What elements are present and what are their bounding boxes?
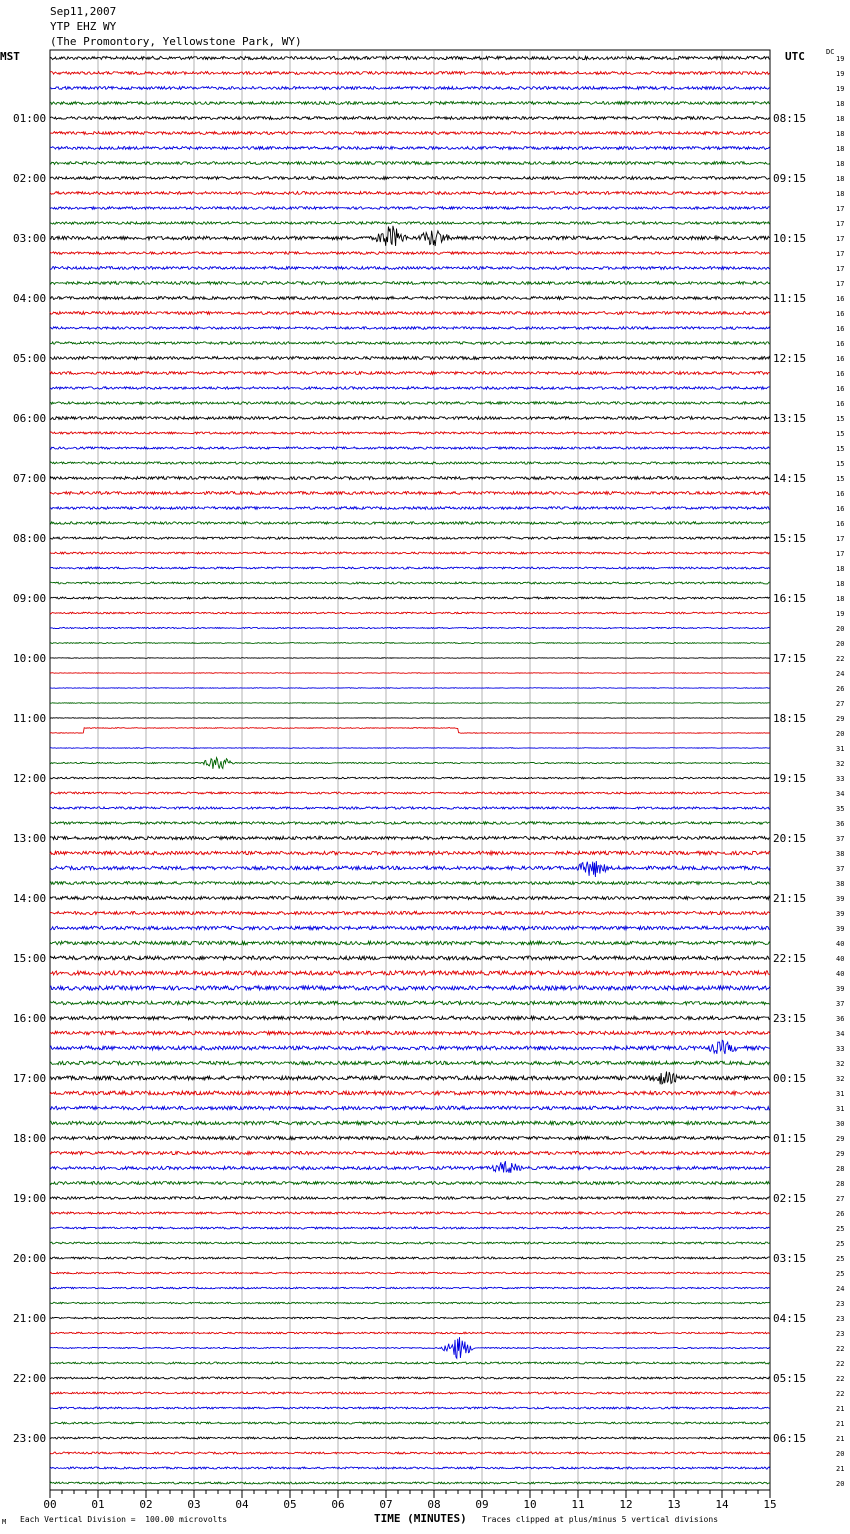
trace-line [50, 1437, 770, 1439]
dc-offset-value: 22 [836, 1390, 845, 1398]
mst-hour-label: 06:00 [13, 412, 47, 425]
dc-offset-value: 30 [836, 1120, 845, 1128]
x-tick-label: 07 [379, 1498, 393, 1511]
dc-offset-value: 16 [836, 295, 845, 303]
trace-line [50, 177, 770, 180]
trace-line [50, 1106, 770, 1110]
trace-line [50, 342, 770, 345]
dc-offset-value: 31 [836, 745, 845, 753]
trace-line [50, 1377, 770, 1379]
mst-hour-label: 07:00 [13, 472, 47, 485]
x-tick-label: 02 [139, 1498, 153, 1511]
trace-line [50, 1016, 770, 1020]
trace-line [50, 1422, 770, 1424]
trace-line [50, 1272, 770, 1274]
dc-offset-value: 39 [836, 985, 845, 993]
dc-offset-value: 33 [836, 1045, 845, 1053]
utc-hour-label: 18:15 [773, 712, 807, 725]
dc-offset-value: 20 [836, 640, 845, 648]
trace-line [50, 297, 770, 300]
utc-hour-label: 20:15 [773, 832, 807, 845]
utc-hour-label: 09:15 [773, 172, 807, 185]
dc-offset-value: 39 [836, 910, 845, 918]
trace-line [50, 1332, 770, 1334]
trace-line [50, 1121, 770, 1125]
trace-line [50, 567, 770, 569]
trace-line [50, 728, 770, 734]
dc-offset-value: 24 [836, 670, 845, 678]
trace-line [50, 327, 770, 330]
trace-line [50, 643, 770, 644]
trace-line [50, 1040, 770, 1054]
x-tick-label: 04 [235, 1498, 249, 1511]
dc-offset-value: 18 [836, 115, 845, 123]
dc-offset-value: 17 [836, 235, 845, 243]
plot-date: Sep11,2007 [50, 5, 117, 18]
dc-offset-value: 27 [836, 1195, 845, 1203]
dc-offset-value: 15 [836, 460, 845, 468]
trace-line [50, 956, 770, 960]
x-tick-label: 00 [43, 1498, 57, 1511]
utc-hour-label: 04:15 [773, 1312, 807, 1325]
dc-offset-value: 16 [836, 310, 845, 318]
utc-hour-label: 08:15 [773, 112, 807, 125]
trace-line [50, 402, 770, 405]
dc-offset-value: 31 [836, 1090, 845, 1098]
dc-offset-value: 36 [836, 820, 845, 828]
dc-offset-value: 23 [836, 1300, 845, 1308]
dc-offset-value: 18 [836, 565, 845, 573]
utc-hour-label: 11:15 [773, 292, 807, 305]
trace-line [50, 1072, 770, 1085]
dc-offset-value: 39 [836, 925, 845, 933]
trace-line [50, 748, 770, 749]
dc-offset-value: 25 [836, 1225, 845, 1233]
trace-line [50, 312, 770, 315]
dc-offset-value: 32 [836, 1060, 845, 1068]
utc-hour-label: 21:15 [773, 892, 807, 905]
trace-line [50, 861, 770, 877]
mst-hour-label: 21:00 [13, 1312, 47, 1325]
dc-offset-value: 38 [836, 880, 845, 888]
mst-hour-label: 15:00 [13, 952, 47, 965]
trace-line [50, 758, 770, 769]
dc-offset-value: 16 [836, 385, 845, 393]
dc-offset-value: 38 [836, 850, 845, 858]
trace-line [50, 1392, 770, 1394]
trace-line [50, 492, 770, 495]
utc-hour-label: 17:15 [773, 652, 807, 665]
trace-line [50, 882, 770, 885]
trace-line [50, 792, 770, 794]
dc-offset-value: 15 [836, 430, 845, 438]
clip-note: Traces clipped at plus/minus 5 vertical divisions [482, 1515, 719, 1524]
dc-offset-value: 17 [836, 550, 845, 558]
mst-hour-label: 16:00 [13, 1012, 47, 1025]
dc-offset-value: 28 [836, 1165, 845, 1173]
trace-line [50, 582, 770, 584]
dc-offset-value: 40 [836, 970, 845, 978]
dc-offset-value: 23 [836, 1315, 845, 1323]
dc-offset-value: 24 [836, 1285, 845, 1293]
x-tick-label: 10 [523, 1498, 537, 1511]
dc-offset-value: 16 [836, 520, 845, 528]
dc-offset-value: 18 [836, 190, 845, 198]
dc-offset-value: 28 [836, 1180, 845, 1188]
mst-hour-label: 11:00 [13, 712, 47, 725]
trace-line [50, 207, 770, 210]
trace-line [50, 658, 770, 659]
trace-line [50, 1467, 770, 1469]
dc-offset-header: DC [826, 48, 835, 56]
dc-offset-value: 22 [836, 1375, 845, 1383]
utc-hour-label: 10:15 [773, 232, 807, 245]
mst-hour-label: 20:00 [13, 1252, 47, 1265]
dc-offset-value: 39 [836, 895, 845, 903]
trace-line [50, 462, 770, 464]
dc-offset-value: 21 [836, 1420, 845, 1428]
trace-line [50, 1091, 770, 1095]
mst-hour-label: 03:00 [13, 232, 47, 245]
mst-hour-label: 02:00 [13, 172, 47, 185]
dc-offset-value: 32 [836, 760, 845, 768]
dc-offset-value: 18 [836, 145, 845, 153]
trace-line [50, 1001, 770, 1005]
trace-line [50, 911, 770, 914]
mst-hour-label: 10:00 [13, 652, 47, 665]
x-tick-label: 08 [427, 1498, 441, 1511]
mst-hour-label: 18:00 [13, 1132, 47, 1145]
trace-line [50, 1182, 770, 1185]
dc-offset-value: 19 [836, 55, 845, 63]
trace-line [50, 807, 770, 809]
utc-hour-label: 23:15 [773, 1012, 807, 1025]
utc-hour-label: 12:15 [773, 352, 807, 365]
dc-offset-value: 16 [836, 325, 845, 333]
dc-offset-value: 19 [836, 70, 845, 78]
station-location: (The Promontory, Yellowstone Park, WY) [50, 35, 302, 48]
trace-line [50, 432, 770, 434]
utc-hour-label: 05:15 [773, 1372, 807, 1385]
trace-line [50, 252, 770, 255]
trace-line [50, 162, 770, 165]
dc-offset-value: 32 [836, 1075, 845, 1083]
dc-offset-value: 20 [836, 730, 845, 738]
dc-offset-value: 15 [836, 445, 845, 453]
trace-line [50, 1362, 770, 1364]
trace-line [50, 896, 770, 899]
trace-line [50, 507, 770, 510]
dc-offset-value: 21 [836, 1435, 845, 1443]
mst-hour-label: 17:00 [13, 1072, 47, 1085]
dc-offset-value: 37 [836, 865, 845, 873]
dc-offset-value: 36 [836, 1015, 845, 1023]
trace-line [50, 597, 770, 599]
mst-hour-label: 04:00 [13, 292, 47, 305]
trace-line [50, 132, 770, 135]
trace-line [50, 1151, 770, 1154]
trace-line [50, 1161, 770, 1173]
corner-mark: M [2, 1518, 7, 1526]
dc-offset-value: 22 [836, 655, 845, 663]
dc-offset-value: 25 [836, 1255, 845, 1263]
dc-offset-value: 20 [836, 1480, 845, 1488]
dc-offset-value: 40 [836, 940, 845, 948]
x-tick-label: 13 [667, 1498, 681, 1511]
dc-offset-value: 18 [836, 595, 845, 603]
trace-line [50, 851, 770, 855]
trace-line [50, 447, 770, 449]
trace-line [50, 56, 770, 59]
trace-line [50, 1407, 770, 1409]
utc-hour-label: 22:15 [773, 952, 807, 965]
x-tick-label: 09 [475, 1498, 489, 1511]
trace-line [50, 941, 770, 945]
trace-line [50, 387, 770, 390]
x-tick-label: 03 [187, 1498, 201, 1511]
dc-offset-value: 29 [836, 1135, 845, 1143]
dc-offset-value: 18 [836, 100, 845, 108]
mst-hour-label: 13:00 [13, 832, 47, 845]
trace-line [50, 688, 770, 689]
dc-offset-value: 16 [836, 505, 845, 513]
dc-offset-value: 16 [836, 400, 845, 408]
dc-offset-value: 17 [836, 535, 845, 543]
utc-hour-label: 16:15 [773, 592, 807, 605]
dc-offset-value: 16 [836, 355, 845, 363]
dc-offset-value: 20 [836, 625, 845, 633]
x-tick-label: 14 [715, 1498, 729, 1511]
dc-offset-value: 27 [836, 700, 845, 708]
mst-hour-label: 22:00 [13, 1372, 47, 1385]
trace-line [50, 612, 770, 614]
trace-line [50, 1302, 770, 1304]
dc-offset-value: 16 [836, 370, 845, 378]
utc-hour-label: 00:15 [773, 1072, 807, 1085]
dc-offset-value: 29 [836, 1150, 845, 1158]
trace-line [50, 673, 770, 674]
trace-line [50, 1212, 770, 1214]
mst-hour-label: 19:00 [13, 1192, 47, 1205]
x-tick-label: 11 [571, 1498, 585, 1511]
trace-line [50, 417, 770, 420]
dc-offset-value: 15 [836, 475, 845, 483]
trace-line [50, 703, 770, 704]
dc-offset-value: 26 [836, 685, 845, 693]
trace-line [50, 477, 770, 480]
dc-offset-value: 17 [836, 250, 845, 258]
dc-offset-value: 25 [836, 1240, 845, 1248]
trace-line [50, 522, 770, 525]
trace-line [50, 87, 770, 90]
dc-offset-value: 17 [836, 220, 845, 228]
trace-line [50, 627, 770, 628]
dc-offset-value: 22 [836, 1360, 845, 1368]
utc-hour-label: 06:15 [773, 1432, 807, 1445]
trace-line [50, 537, 770, 539]
dc-offset-value: 18 [836, 130, 845, 138]
utc-hour-label: 03:15 [773, 1252, 807, 1265]
mst-hour-label: 23:00 [13, 1432, 47, 1445]
dc-offset-value: 25 [836, 1270, 845, 1278]
utc-hour-label: 13:15 [773, 412, 807, 425]
trace-line [50, 1031, 770, 1035]
dc-offset-value: 19 [836, 85, 845, 93]
trace-line [50, 1482, 770, 1484]
dc-offset-value: 37 [836, 835, 845, 843]
station-code: YTP EHZ WY [50, 20, 117, 33]
trace-line [50, 1287, 770, 1289]
dc-offset-value: 26 [836, 1210, 845, 1218]
x-tick-label: 15 [763, 1498, 777, 1511]
trace-line [50, 836, 770, 839]
dc-offset-value: 37 [836, 1000, 845, 1008]
mst-hour-label: 12:00 [13, 772, 47, 785]
x-tick-label: 01 [91, 1498, 105, 1511]
dc-offset-value: 22 [836, 1345, 845, 1353]
dc-offset-value: 23 [836, 1330, 845, 1338]
mst-hour-label: 05:00 [13, 352, 47, 365]
dc-offset-value: 29 [836, 715, 845, 723]
trace-line [50, 1337, 770, 1358]
dc-offset-value: 19 [836, 610, 845, 618]
dc-offset-value: 31 [836, 1105, 845, 1113]
trace-line [50, 1227, 770, 1229]
trace-line [50, 282, 770, 285]
dc-offset-value: 35 [836, 805, 845, 813]
trace-line [50, 372, 770, 375]
trace-line [50, 1197, 770, 1200]
trace-line [50, 226, 770, 246]
trace-line [50, 971, 770, 975]
mst-hour-label: 01:00 [13, 112, 47, 125]
dc-offset-value: 16 [836, 340, 845, 348]
left-timezone-label: MST [0, 50, 20, 63]
mst-hour-label: 08:00 [13, 532, 47, 545]
dc-offset-value: 21 [836, 1405, 845, 1413]
x-tick-label: 05 [283, 1498, 297, 1511]
utc-hour-label: 15:15 [773, 532, 807, 545]
trace-line [50, 357, 770, 360]
trace-line [50, 552, 770, 554]
dc-offset-value: 20 [836, 1450, 845, 1458]
x-axis-label: TIME (MINUTES) [374, 1512, 467, 1525]
trace-line [50, 222, 770, 225]
dc-offset-value: 18 [836, 580, 845, 588]
dc-offset-value: 18 [836, 175, 845, 183]
trace-line [50, 926, 770, 930]
trace-line [50, 267, 770, 270]
dc-offset-value: 34 [836, 790, 845, 798]
utc-hour-label: 02:15 [773, 1192, 807, 1205]
dc-offset-value: 15 [836, 415, 845, 423]
right-timezone-label: UTC [785, 50, 805, 63]
trace-line [50, 1317, 770, 1319]
mst-hour-label: 09:00 [13, 592, 47, 605]
trace-line [50, 102, 770, 105]
trace-line [50, 147, 770, 150]
trace-line [50, 192, 770, 195]
dc-offset-value: 18 [836, 160, 845, 168]
trace-line [50, 72, 770, 75]
scale-note: Each Vertical Division = 100.00 microvolts [20, 1515, 228, 1524]
trace-line [50, 1452, 770, 1454]
dc-offset-value: 16 [836, 490, 845, 498]
x-tick-label: 06 [331, 1498, 345, 1511]
trace-line [50, 1136, 770, 1139]
dc-offset-value: 21 [836, 1465, 845, 1473]
trace-line [50, 1257, 770, 1259]
dc-offset-value: 17 [836, 265, 845, 273]
dc-offset-value: 40 [836, 955, 845, 963]
trace-line [50, 986, 770, 990]
trace-line [50, 822, 770, 825]
trace-line [50, 777, 770, 779]
dc-offset-value: 17 [836, 280, 845, 288]
trace-line [50, 1061, 770, 1065]
dc-offset-value: 34 [836, 1030, 845, 1038]
utc-hour-label: 14:15 [773, 472, 807, 485]
mst-hour-label: 14:00 [13, 892, 47, 905]
x-tick-label: 12 [619, 1498, 633, 1511]
trace-line [50, 1242, 770, 1244]
dc-offset-value: 33 [836, 775, 845, 783]
dc-offset-value: 17 [836, 205, 845, 213]
utc-hour-label: 19:15 [773, 772, 807, 785]
utc-hour-label: 01:15 [773, 1132, 807, 1145]
trace-line [50, 718, 770, 719]
trace-line [50, 117, 770, 120]
